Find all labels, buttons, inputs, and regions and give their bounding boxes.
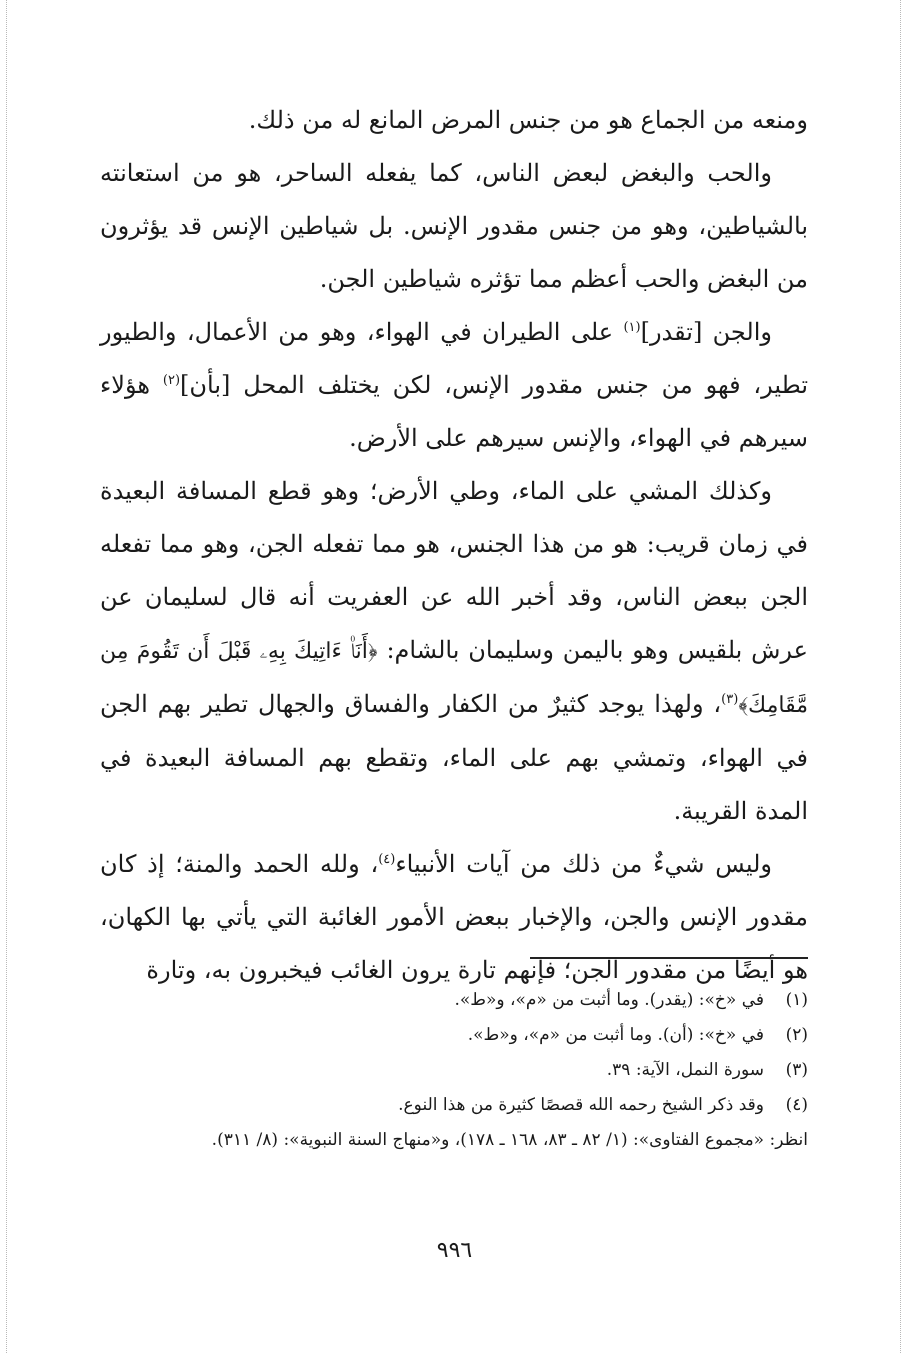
footnote-ref-2: (٢): [162, 373, 181, 388]
paragraph-5-part-b: ، ولله الحمد والمنة؛ إذ كان مقدور الإنس والجن، والإخبار ببعض الأمور الغائبة التي يأتي بها الكهان، هو أيضًا من مقدور الجن؛ فإنهم تارة يرون الغائب فيخبرون به، وتارة: [100, 850, 808, 984]
footnote-number: (٣): [785, 1060, 808, 1080]
footnote-separator: [530, 957, 808, 959]
footnote-number: (١): [785, 990, 808, 1010]
page-edge-right: [900, 0, 901, 1353]
footnote-text: في «خ»: (أن). وما أثبت من «م»، و«ط».: [467, 1025, 764, 1045]
footnotes: [100, 983, 808, 1158]
paragraph-5: [100, 838, 808, 997]
footnote-number: (٢): [785, 1025, 808, 1045]
page-number: ٩٩٦: [436, 1238, 473, 1263]
footnote-1: [100, 983, 808, 1018]
paragraph-4: [100, 465, 808, 838]
paragraph-2: والحب والبغض لبعض الناس، كما يفعله الساحر، هو من استعانته بالشياطين، وهو من جنس مقدور الإنس. بل شياطين الإنس قد يؤثرون من البغض والحب أعظم مما تؤثره شياطين الجن.: [100, 159, 808, 293]
paragraph-3-part-b: على الطيران في الهواء، وهو من الأعمال، والطيور تطير، فهو من جنس مقدور الإنس، لكن يختلف المحل [بأن]: [100, 318, 808, 399]
paragraph-3-part-c: هؤلاء سيرهم في الهواء، والإنس سيرهم على الأرض.: [100, 371, 808, 452]
footnote-2: [100, 1018, 808, 1053]
paragraph-3: [100, 306, 808, 465]
paragraph-1: ومنعه من الجماع هو من جنس المرض المانع له من ذلك.: [248, 106, 808, 134]
footnote-4: [100, 1088, 808, 1123]
paragraph-4-part-b: ، ولهذا يوجد كثيرٌ من الكفار والفساق والجهال تطير بهم الجن في الهواء، وتمشي بهم على الماء، وتقطع بهم المسافة البعيدة في المدة القريبة.: [100, 690, 808, 825]
footnote-text: وقد ذكر الشيخ رحمه الله قصصًا كثيرة من هذا النوع.: [398, 1095, 764, 1115]
footnote-ref-4: (٤): [378, 852, 396, 867]
paragraph-4-part-a: وكذلك المشي على الماء، وطي الأرض؛ وهو قطع المسافة البعيدة في زمان قريب: هو من هذا الجنس، هو مما تفعله الجن، وهو مما تفعله الجن ببعض الناس، وقد أخبر الله عن العفريت أنه قال لسليمان عن عرش بلقيس وهو باليمن وسليمان بالشام:: [100, 477, 808, 664]
footnote-text: سورة النمل، الآية: ٣٩.: [606, 1060, 764, 1080]
footnote-number: (٤): [785, 1095, 808, 1115]
paragraph-5-part-a: وليس شيءٌ من ذلك من آيات الأنبياء: [395, 850, 773, 878]
footnote-ref-3: (٣): [721, 692, 739, 707]
paragraph-3-part-a: والجن [تقدر]: [640, 318, 772, 346]
footnote-ref-1: (١): [623, 320, 641, 335]
page-edge-left: [6, 0, 7, 1353]
quran-verse: ﴿أَنَا۠ ءَاتِيكَ بِهِۦ قَبْلَ أَن تَقُومَ مِن مَّقَامِكَ﴾: [100, 639, 808, 718]
main-text: [100, 94, 808, 997]
footnote-4-continuation: انظر: «مجموع الفتاوى»: (١/ ٨٢ ـ ٨٣، ١٦٨ ـ ١٧٨)، و«منهاج السنة النبوية»: (٨/ ٣١١).: [211, 1130, 808, 1150]
footnote-3: [100, 1053, 808, 1088]
footnote-text: في «خ»: (يقدر). وما أثبت من «م»، و«ط».: [454, 990, 764, 1010]
